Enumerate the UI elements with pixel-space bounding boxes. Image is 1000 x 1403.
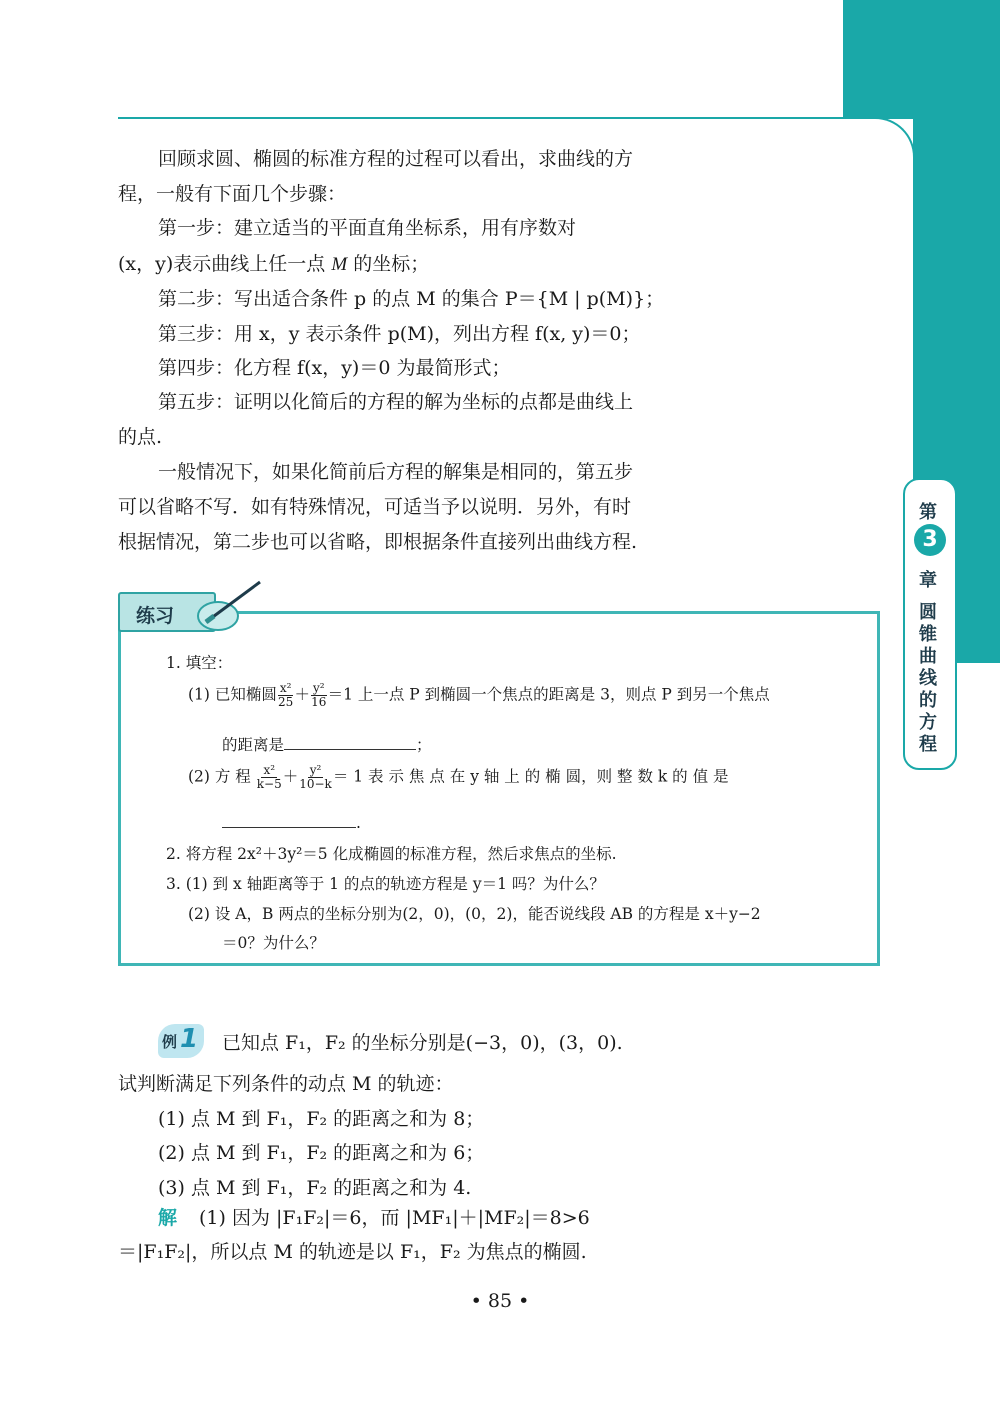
example-badge-number: 1 <box>180 1024 199 1054</box>
chapter-suffix: 章 <box>919 570 937 591</box>
exercise-q3-1: 3. (1) 到 x 轴距离等于 1 的点的轨迹方程是 y＝1 吗？为什么？ <box>166 875 605 893</box>
exercise-q1: 1. 填空： <box>166 654 233 672</box>
exercise-q1-1-cont <box>222 734 432 756</box>
chapter-title-char: 程 <box>919 734 937 755</box>
fraction-den: 10−k <box>299 777 332 791</box>
exercise-badge-label: 练习 <box>136 605 175 627</box>
page-number: • 85 • <box>470 1290 530 1312</box>
exercise-q3-2: (2) 设 A，B 两点的坐标分别为(2，0)，(0，2)，能否说线段 AB 的方程是 x＋y−2 <box>188 905 761 923</box>
pen-icon <box>196 578 266 634</box>
chapter-number-badge: 3 <box>914 524 946 556</box>
step-1-text: (x，y)表示曲线上任一点 <box>118 253 326 275</box>
example-badge-char: 例 <box>162 1033 178 1051</box>
intro-line: 程，一般有下面几个步骤： <box>118 183 347 205</box>
fraction-den: 25 <box>278 695 294 709</box>
step-4: 第四步：化方程 f(x，y)＝0 为最简形式； <box>158 357 511 379</box>
q1-2-end: . <box>356 814 361 832</box>
example-condition: (2) 点 M 到 F₁，F₂ 的距离之和为 6； <box>158 1142 485 1164</box>
q1-1-prefix: (1) 已知椭圆 <box>188 685 277 704</box>
chapter-prefix: 第 <box>919 502 937 523</box>
example-condition: (1) 点 M 到 F₁，F₂ 的距离之和为 8； <box>158 1108 485 1130</box>
fraction <box>257 764 282 791</box>
fraction-num: x² <box>263 763 276 777</box>
exercise-q1-2-cont <box>222 812 361 834</box>
solution-line-cont: ＝|F₁F₂|，所以点 M 的轨迹是以 F₁，F₂ 为焦点的椭圆. <box>118 1241 587 1263</box>
exercise-q3-2-cont: ＝0？为什么？ <box>222 934 325 952</box>
step-5-cont: 的点. <box>118 426 163 448</box>
exercise-q2: 2. 将方程 2x²＋3y²＝5 化成椭圆的标准方程，然后求焦点的坐标. <box>166 845 617 863</box>
solution-line <box>158 1206 590 1230</box>
chapter-title-char: 线 <box>919 668 937 689</box>
exercise-q1-2: (2) 方 程 $\frac{\text{x²}}{k-5}$ ＋ $\frac{\text{y²}}{10-k}$ ＝ 1 表 示 焦 点 在 y 轴 上 的 椭 圆，则 整 数 k 的 值 是 <box>188 763 729 791</box>
q1-1-line2: 的距离是 <box>222 736 285 754</box>
chapter-title-char: 方 <box>919 712 937 733</box>
note-line: 可以省略不写．如有特殊情况，可适当予以说明．另外，有时 <box>118 496 632 518</box>
example-condition: (3) 点 M 到 F₁，F₂ 的距离之和为 4. <box>158 1177 472 1199</box>
solution-text: (1) 因为 |F₁F₂|＝6，而 |MF₁|＋|MF₂|＝8>6 <box>199 1207 590 1229</box>
step-3: 第三步：用 x，y 表示条件 p(M)，列出方程 f(x, y)＝0； <box>158 323 641 345</box>
chapter-title-char: 曲 <box>919 646 937 667</box>
solution-label: 解 <box>158 1207 178 1229</box>
fraction <box>311 682 327 709</box>
q1-1-end: ； <box>416 736 432 754</box>
note-line: 一般情况下，如果化简前后方程的解集是相同的，第五步 <box>158 461 634 483</box>
example-badge <box>158 1024 204 1058</box>
step-5: 第五步：证明以化简后的方程的解为坐标的点都是曲线上 <box>158 391 634 413</box>
chapter-title <box>919 602 939 756</box>
fraction-den: k−5 <box>256 777 282 791</box>
top-rule <box>118 117 913 119</box>
point-m: M <box>331 254 348 275</box>
answer-blank[interactable] <box>284 735 416 750</box>
step-1: 第一步：建立适当的平面直角坐标系，用有序数对 <box>158 217 577 239</box>
fraction-den: 16 <box>311 695 327 709</box>
step-1-cont <box>118 252 429 277</box>
chapter-title-char: 的 <box>919 690 937 711</box>
answer-blank[interactable] <box>222 813 356 828</box>
example-statement: 已知点 F₁，F₂ 的坐标分别是(−3，0)，(3，0). <box>222 1032 623 1054</box>
example-statement-cont: 试判断满足下列条件的动点 M 的轨迹： <box>118 1073 454 1095</box>
q1-2-prefix: (2) 方 程 <box>188 767 251 786</box>
chapter-title-char: 锥 <box>919 624 937 645</box>
intro-line: 回顾求圆、椭圆的标准方程的过程可以看出，求曲线的方 <box>158 148 634 170</box>
fraction-num: y² <box>309 763 322 777</box>
chapter-tab <box>903 478 957 770</box>
fraction-num: y² <box>312 681 325 695</box>
fraction-num: x² <box>279 681 292 695</box>
corner-teal-block <box>843 0 1000 118</box>
fraction <box>278 682 294 709</box>
exercise-q1-1: (1) 已知椭圆 $\frac{\text{x²}}{25}$ ＋ $\frac{\text{y²}}{16}$ ＝1 上一点 P 到椭圆一个焦点的距离是 3，则点 P 到另一个焦点 <box>188 681 770 709</box>
corner-curve <box>873 117 915 159</box>
fraction <box>299 764 332 791</box>
step-2: 第二步：写出适合条件 p 的点 M 的集合 P＝{M | p(M)}； <box>158 288 665 310</box>
step-1-text-end: 的坐标； <box>353 253 430 275</box>
chapter-title-char: 圆 <box>919 602 937 623</box>
q1-2-suffix: ＝ 1 表 示 焦 点 在 y 轴 上 的 椭 圆，则 整 数 k 的 值 是 <box>332 767 729 786</box>
q1-1-suffix: ＝1 上一点 P 到椭圆一个焦点的距离是 3，则点 P 到另一个焦点 <box>327 685 770 704</box>
note-line: 根据情况，第二步也可以省略，即根据条件直接列出曲线方程. <box>118 531 638 553</box>
